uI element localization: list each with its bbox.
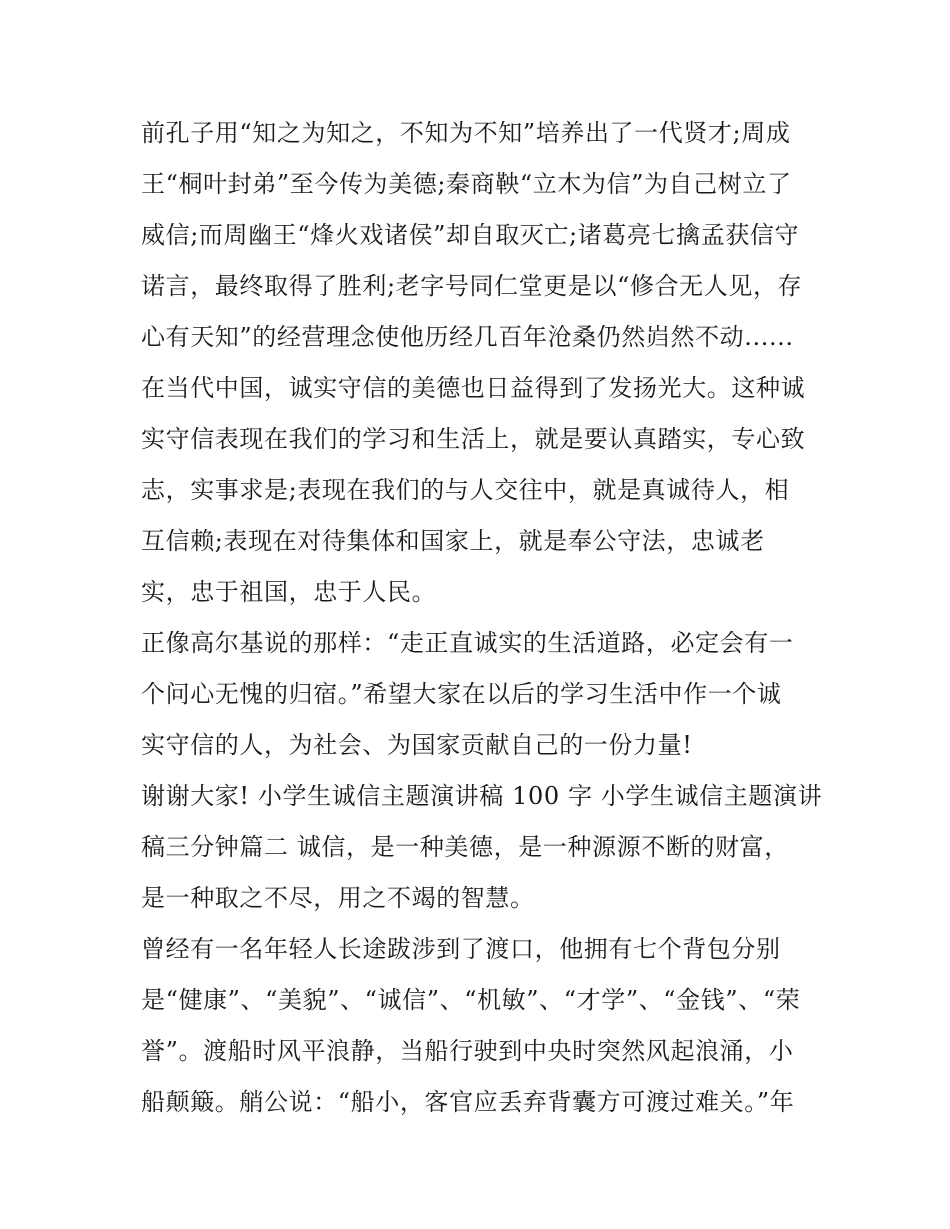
text-line: 实守信表现在我们的学习和生活上，就是要认真踏实，专心致 (141, 425, 806, 453)
text-line: 誉”。渡船时风平浪静，当船行驶到中央时突然风起浪涌，小 (141, 1037, 794, 1065)
document-body (141, 108, 821, 1128)
text-line: 是一种取之不尽，用之不竭的智慧。 (141, 884, 535, 912)
text-line: 志，实事求是;表现在我们的与人交往中，就是真诚待人，相 (141, 476, 790, 504)
text-line: 前孔子用“知之为知之，不知为不知”培养出了一代贤才;周成 (141, 119, 791, 147)
text-line: 互信赖;表现在对待集体和国家上，就是奉公守法，忠诚老 (141, 527, 765, 555)
text-line: 船颠簸。艄公说：“船小，客官应丢弃背囊方可渡过难关。”年 (141, 1088, 795, 1116)
text-line: 个问心无愧的归宿。”希望大家在以后的学习生活中作一个诚 (141, 680, 782, 708)
text-line: 谢谢大家! 小学生诚信主题演讲稿 100 字 小学生诚信主题演讲 (141, 782, 823, 810)
text-line: 威信;而周幽王“烽火戏诸侯”却自取灭亡;诸葛亮七擒孟获信守 (141, 221, 800, 249)
text-line: 实，忠于祖国，忠于人民。 (141, 578, 437, 606)
text-line: 实守信的人，为社会、为国家贡献自己的一份力量! (141, 731, 693, 759)
text-line: 诺言，最终取得了胜利;老字号同仁堂更是以“修合无人见，存 (141, 272, 803, 300)
text-line: 王“桐叶封弟”至今传为美德;秦商鞅“立木为信”为自己树立了 (141, 170, 792, 198)
text-line: 曾经有一名年轻人长途跋涉到了渡口，他拥有七个背包分别 (141, 935, 781, 963)
text-line: 心有天知”的经营理念使他历经几百年沧桑仍然岿然不动...... (141, 323, 794, 351)
text-line: 在当代中国，诚实守信的美德也日益得到了发扬光大。这种诚 (141, 374, 806, 402)
text-line: 正像高尔基说的那样：“走正直诚实的生活道路，必定会有一 (141, 629, 794, 657)
text-line: 是“健康”、“美貌”、“诚信”、“机敏”、“才学”、“金钱”、“荣 (141, 986, 801, 1014)
text-line: 稿三分钟篇二 诚信，是一种美德，是一种源源不断的财富， (141, 833, 789, 861)
